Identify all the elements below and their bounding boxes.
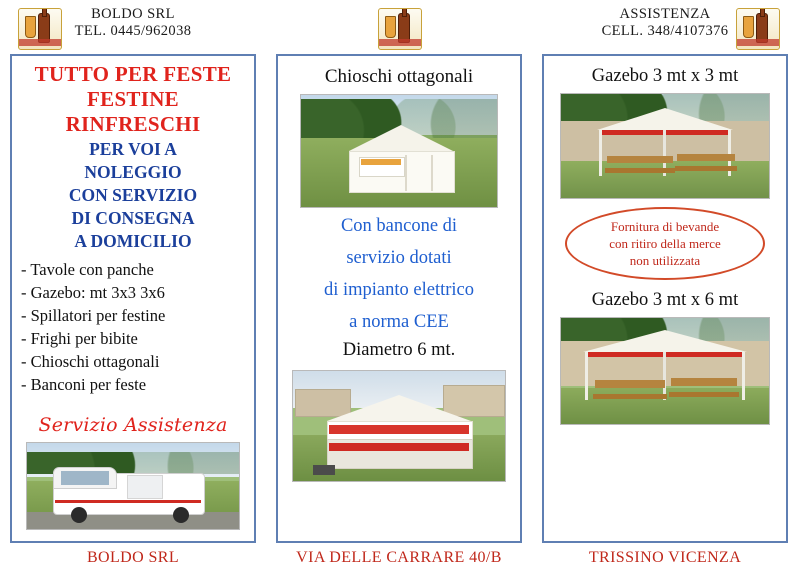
gazebo-3x3-title: Gazebo 3 mt x 3 mt bbox=[591, 66, 739, 86]
headline-1: TUTTO PER FESTE bbox=[34, 62, 232, 86]
beverage-note-line-2: con ritiro della merce bbox=[609, 236, 721, 251]
left-footer: BOLDO SRL bbox=[86, 549, 180, 566]
photo-gazebo-3x6 bbox=[560, 317, 770, 425]
beverage-note-line-1: Fornitura di bevande bbox=[610, 219, 720, 234]
assistance-phone: CELL. 348/4107376 bbox=[601, 23, 729, 39]
column-middle bbox=[266, 0, 532, 573]
assistance-script: Servizio Assistenza bbox=[38, 414, 228, 436]
beverage-note bbox=[565, 207, 765, 280]
list-item: - Tavole con panche bbox=[21, 260, 154, 279]
left-header bbox=[10, 6, 256, 54]
middle-blue-3: di impianto elettrico bbox=[323, 280, 474, 300]
headline-2: FESTINE bbox=[87, 87, 179, 111]
middle-diameter: Diametro 6 mt. bbox=[342, 340, 456, 360]
photo-octagonal-kiosk-fuchsberg bbox=[292, 370, 506, 482]
middle-footer: VIA DELLE CARRARE 40/B bbox=[296, 549, 502, 566]
middle-blue-2: servizio dotati bbox=[346, 248, 452, 268]
photo-octagonal-kiosk-white bbox=[300, 94, 498, 208]
right-header bbox=[542, 6, 788, 54]
beer-bottle-logo-icon bbox=[736, 8, 780, 50]
list-item: - Banconi per feste bbox=[21, 375, 147, 394]
middle-card bbox=[276, 54, 522, 543]
company-name: BOLDO SRL bbox=[91, 6, 175, 22]
middle-header bbox=[276, 6, 522, 54]
subtitle-4: DI CONSEGNA bbox=[71, 208, 195, 228]
beverage-note-line-3: non utilizzata bbox=[629, 253, 701, 268]
list-item: - Frighi per bibite bbox=[21, 329, 138, 348]
company-phone: TEL. 0445/962038 bbox=[74, 23, 192, 39]
photo-gazebo-3x3 bbox=[560, 93, 770, 199]
column-left bbox=[0, 0, 266, 573]
subtitle-5: A DOMICILIO bbox=[74, 231, 192, 251]
subtitle-2: NOLEGGIO bbox=[84, 162, 182, 182]
beer-bottle-logo-icon bbox=[18, 8, 62, 50]
subtitle-1: PER VOI A bbox=[89, 139, 177, 159]
beer-bottle-logo-icon bbox=[378, 8, 422, 50]
gazebo-3x6-title: Gazebo 3 mt x 6 mt bbox=[591, 290, 739, 310]
right-footer: TRISSINO VICENZA bbox=[588, 549, 742, 566]
middle-blue-4: a norma CEE bbox=[349, 312, 449, 332]
list-item: - Gazebo: mt 3x3 3x6 bbox=[21, 283, 165, 302]
middle-title: Chioschi ottagonali bbox=[324, 66, 474, 87]
subtitle-3: CON SERVIZIO bbox=[68, 185, 198, 205]
assistance-label: ASSISTENZA bbox=[619, 6, 711, 22]
headline-3: RINFRESCHI bbox=[65, 112, 201, 136]
right-card bbox=[542, 54, 788, 543]
services-list bbox=[19, 258, 247, 396]
left-card bbox=[10, 54, 256, 543]
middle-blue-1: Con bancone di bbox=[340, 216, 458, 236]
list-item: - Chioschi ottagonali bbox=[21, 352, 160, 371]
list-item: - Spillatori per festine bbox=[21, 306, 166, 325]
photo-delivery-van bbox=[26, 442, 240, 530]
column-right bbox=[532, 0, 798, 573]
